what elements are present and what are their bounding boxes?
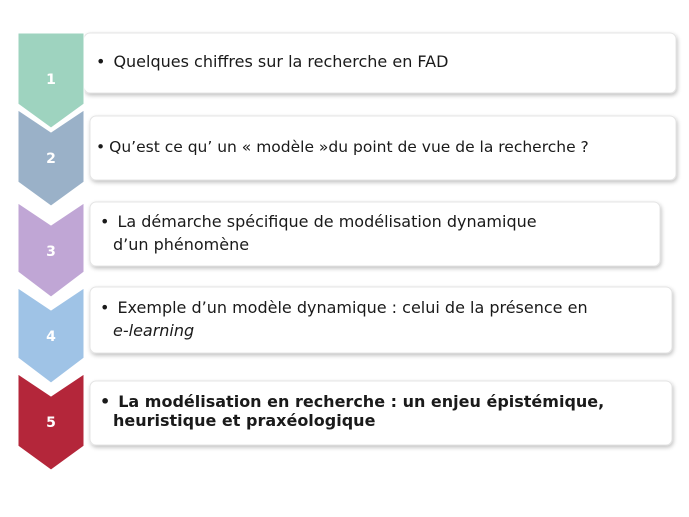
bullet-icon: • — [96, 138, 106, 156]
step-1-text — [96, 50, 448, 73]
step-1-line1: Quelques chiffres sur la recherche en FAD — [113, 52, 449, 71]
step-1 — [18, 33, 676, 128]
step-3-line2: d’un phénomène — [113, 235, 250, 254]
step-5-text — [100, 392, 604, 430]
step-2-text — [96, 136, 589, 159]
step-5-line2: heuristique et praxéologique — [113, 411, 376, 430]
step-2-number: 2 — [46, 151, 56, 167]
step-3-number: 3 — [46, 244, 56, 260]
bullet-icon: • — [100, 212, 110, 231]
step-3-text — [100, 210, 537, 256]
bullet-icon: • — [100, 298, 110, 317]
step-5-line1: La modélisation en recherche : un enjeu épistémique, — [118, 392, 605, 411]
step-1-number: 1 — [46, 72, 56, 88]
step-5-number: 5 — [46, 415, 56, 431]
step-2-line1: Qu’est ce qu’ un « modèle »du point de vue de la recherche ? — [109, 138, 589, 156]
step-3-line1: La démarche spécifique de modélisation dynamique — [117, 212, 537, 231]
bullet-icon: • — [100, 392, 111, 411]
step-4-line2: e-learning — [113, 321, 195, 340]
bullet-icon: • — [96, 52, 106, 71]
step-4-text — [100, 296, 588, 342]
step-4-number: 4 — [46, 329, 56, 345]
step-4-line1: Exemple d’un modèle dynamique : celui de la présence en — [117, 298, 588, 317]
